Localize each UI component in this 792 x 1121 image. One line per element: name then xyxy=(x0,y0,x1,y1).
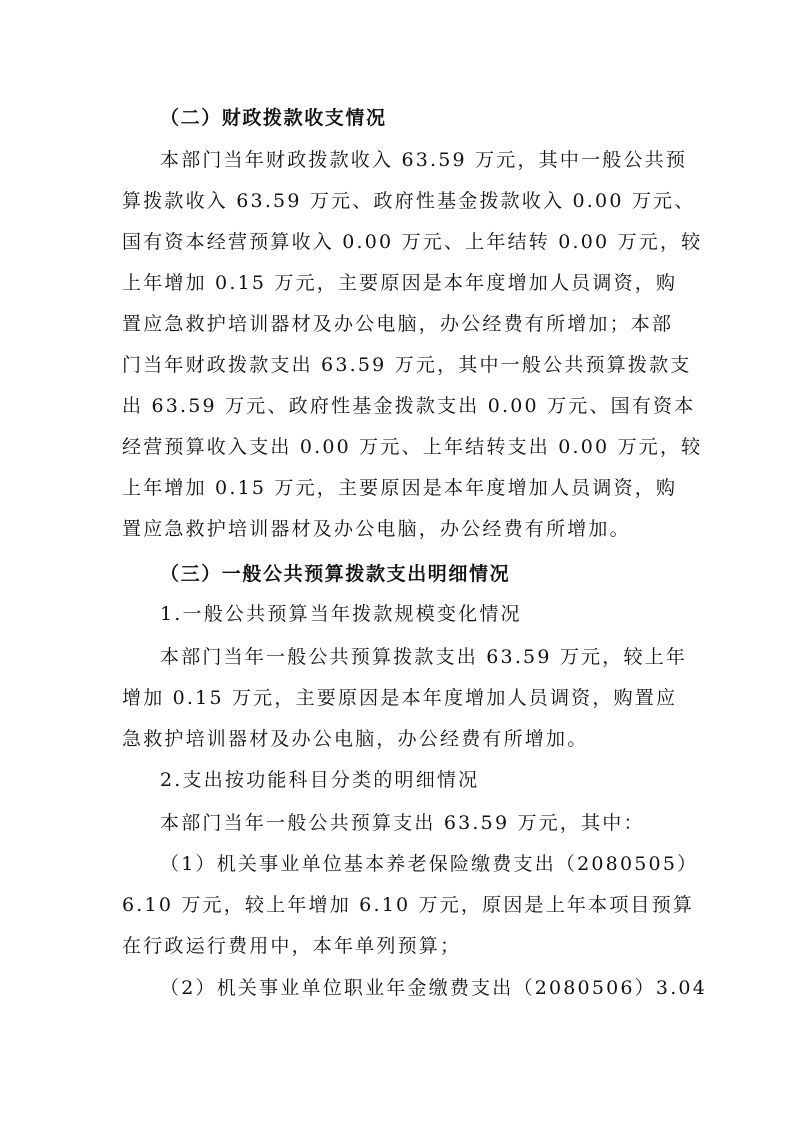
paragraph-line: 门当年财政拨款支出 63.59 万元，其中一般公共预算拨款支 xyxy=(122,354,692,376)
list-item-line: （2）机关事业单位职业年金缴费支出（2080506）3.04 xyxy=(160,977,708,999)
paragraph-line: 算拨款收入 63.59 万元、政府性基金拨款收入 0.00 万元、 xyxy=(122,190,696,212)
section-heading-fiscal-appropriation: （二）财政拨款收支情况 xyxy=(160,107,387,129)
paragraph-line: 出 63.59 万元、政府性基金拨款支出 0.00 万元、国有资本 xyxy=(122,395,696,417)
list-item-line: 在行政运行费用中，本年单列预算； xyxy=(122,935,462,957)
list-item-line: （1）机关事业单位基本养老保险缴费支出（2080505） xyxy=(160,853,699,875)
paragraph-line: 经营预算收入支出 0.00 万元、上年结转支出 0.00 万元，较 xyxy=(122,436,703,458)
paragraph-line: 上年增加 0.15 万元，主要原因是本年度增加人员调资，购 xyxy=(122,272,678,294)
section-heading-general-budget-detail: （三）一般公共预算拨款支出明细情况 xyxy=(160,563,511,585)
paragraph-line: 本部门当年一般公共预算拨款支出 63.59 万元，较上年 xyxy=(160,646,688,668)
paragraph-line: 本部门当年财政拨款收入 63.59 万元，其中一般公共预 xyxy=(160,149,688,171)
subsection-title: 2.支出按功能科目分类的明细情况 xyxy=(160,769,480,791)
paragraph-line: 上年增加 0.15 万元，主要原因是本年度增加人员调资，购 xyxy=(122,477,678,499)
paragraph-line: 增加 0.15 万元，主要原因是本年度增加人员调资，购置应 xyxy=(122,687,678,709)
subsection-title: 1.一般公共预算当年拨款规模变化情况 xyxy=(160,603,522,625)
paragraph-line: 国有资本经营预算收入 0.00 万元、上年结转 0.00 万元，较 xyxy=(122,231,703,253)
list-item-line: 6.10 万元，较上年增加 6.10 万元，原因是上年本项目预算 xyxy=(122,894,695,916)
paragraph-line: 置应急救护培训器材及办公电脑，办公经费有所增加；本部 xyxy=(122,313,674,335)
paragraph-line: 本部门当年一般公共预算支出 63.59 万元，其中： xyxy=(160,812,645,834)
paragraph-line: 置应急救护培训器材及办公电脑，办公经费有所增加。 xyxy=(122,518,631,540)
paragraph-line: 急救护培训器材及办公电脑，办公经费有所增加。 xyxy=(122,728,589,750)
